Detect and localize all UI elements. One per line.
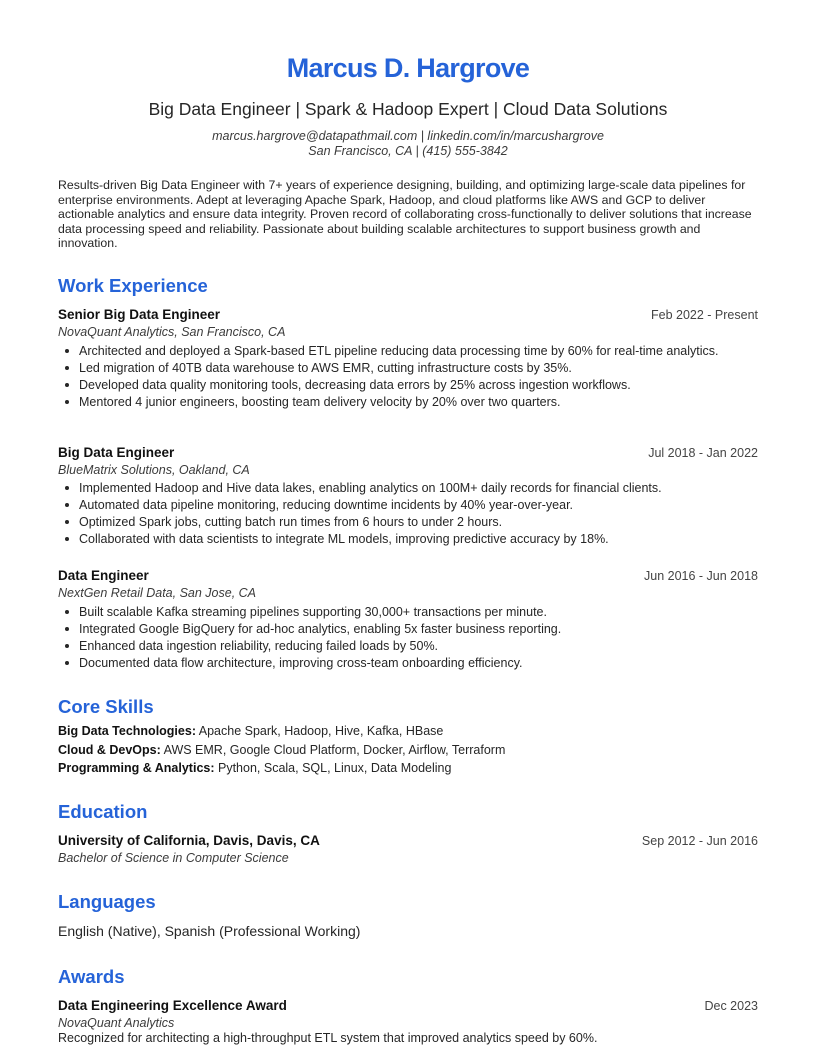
job-dates: Jul 2018 - Jan 2022 — [648, 446, 758, 460]
award-description: Recognized for architecting a high-throughput ETL system that improved analytics speed by 60%. — [58, 1031, 598, 1045]
education-school: University of California, Davis, Davis, CA — [58, 833, 320, 848]
job-bullet: Enhanced data ingestion reliability, reducing failed loads by 50%. — [79, 639, 779, 653]
section-title-education: Education — [58, 801, 148, 822]
job-dates: Jun 2016 - Jun 2018 — [644, 569, 758, 583]
candidate-name: Marcus D. Hargrove — [286, 53, 530, 83]
job-bullet: Mentored 4 junior engineers, boosting team delivery velocity by 20% over two quarters. — [79, 395, 779, 409]
contact-line-email-linkedin: marcus.hargrove@datapathmail.com | linkedin.com/in/marcushargrove — [212, 129, 604, 143]
skill-category-label: Big Data Technologies: — [58, 724, 196, 738]
skill-category-values: Apache Spark, Hadoop, Hive, Kafka, HBase — [195, 724, 444, 738]
job-dates: Feb 2022 - Present — [650, 308, 758, 322]
job-organization: NextGen Retail Data, San Jose, CA — [58, 586, 257, 600]
education-dates: Sep 2012 - Jun 2016 — [641, 834, 758, 848]
skill-category-label: Cloud & DevOps: — [58, 743, 161, 757]
job-title: Senior Big Data Engineer — [58, 307, 221, 322]
skill-category-values: AWS EMR, Google Cloud Platform, Docker, Airflow, Terraform — [160, 743, 506, 757]
job-bullet: Optimized Spark jobs, cutting batch run times from 6 hours to under 2 hours. — [79, 515, 779, 529]
job-bullet: Collaborated with data scientists to integrate ML models, improving predictive accuracy by 18%. — [79, 532, 779, 546]
languages-list: English (Native), Spanish (Professional Working) — [58, 923, 361, 939]
professional-summary: Results-driven Big Data Engineer with 7+ years of experience designing, building, and optimizing large-scale data pipelines for enterprise environments. Adept at leveraging Apache Spark, Hadoop, and cloud platforms like AWS and GCP to deliver actionable analytics and ensure data integrity. Proven record of collaborating cross-functionally to deliver solutions that increase data processing speed and reliability. Passionate about building scalable architectures to support business growth and innovation. — [58, 178, 752, 251]
skill-line — [58, 724, 443, 738]
job-bullet-list — [58, 481, 779, 549]
section-title-languages: Languages — [58, 891, 156, 912]
award-organization: NovaQuant Analytics — [58, 1016, 175, 1030]
section-title-core-skills: Core Skills — [58, 696, 154, 717]
skill-line — [58, 761, 451, 775]
skill-line — [58, 743, 505, 757]
job-bullet: Implemented Hadoop and Hive data lakes, enabling analytics on 100M+ daily records for financial clients. — [79, 481, 779, 495]
award-title: Data Engineering Excellence Award — [58, 998, 287, 1013]
job-bullet-list — [58, 605, 779, 673]
skill-category-label: Programming & Analytics: — [58, 761, 215, 775]
contact-line-location-phone: San Francisco, CA | (415) 555-3842 — [308, 144, 508, 158]
skill-category-values: Python, Scala, SQL, Linux, Data Modeling — [214, 761, 452, 775]
job-bullet: Developed data quality monitoring tools, decreasing data errors by 25% across ingestion workflows. — [79, 378, 779, 392]
job-bullet: Automated data pipeline monitoring, reducing downtime incidents by 40% year-over-year. — [79, 498, 779, 512]
candidate-headline: Big Data Engineer | Spark & Hadoop Expert | Cloud Data Solutions — [148, 99, 668, 119]
job-title: Big Data Engineer — [58, 445, 175, 460]
job-organization: NovaQuant Analytics, San Francisco, CA — [58, 325, 286, 339]
job-bullet: Documented data flow architecture, improving cross-team onboarding efficiency. — [79, 656, 779, 670]
job-title: Data Engineer — [58, 568, 149, 583]
section-title-awards: Awards — [58, 966, 125, 987]
job-bullet: Led migration of 40TB data warehouse to AWS EMR, cutting infrastructure costs by 35%. — [79, 361, 779, 375]
job-bullet: Built scalable Kafka streaming pipelines supporting 30,000+ transactions per minute. — [79, 605, 779, 619]
job-organization: BlueMatrix Solutions, Oakland, CA — [58, 463, 250, 477]
section-title-work-experience: Work Experience — [58, 275, 208, 296]
job-bullet: Integrated Google BigQuery for ad-hoc analytics, enabling 5x faster business reporting. — [79, 622, 779, 636]
job-bullet-list — [58, 344, 779, 412]
award-date: Dec 2023 — [704, 999, 758, 1013]
education-degree: Bachelor of Science in Computer Science — [58, 851, 289, 865]
job-bullet: Architected and deployed a Spark-based ETL pipeline reducing data processing time by 60% for real-time analytics. — [79, 344, 779, 358]
